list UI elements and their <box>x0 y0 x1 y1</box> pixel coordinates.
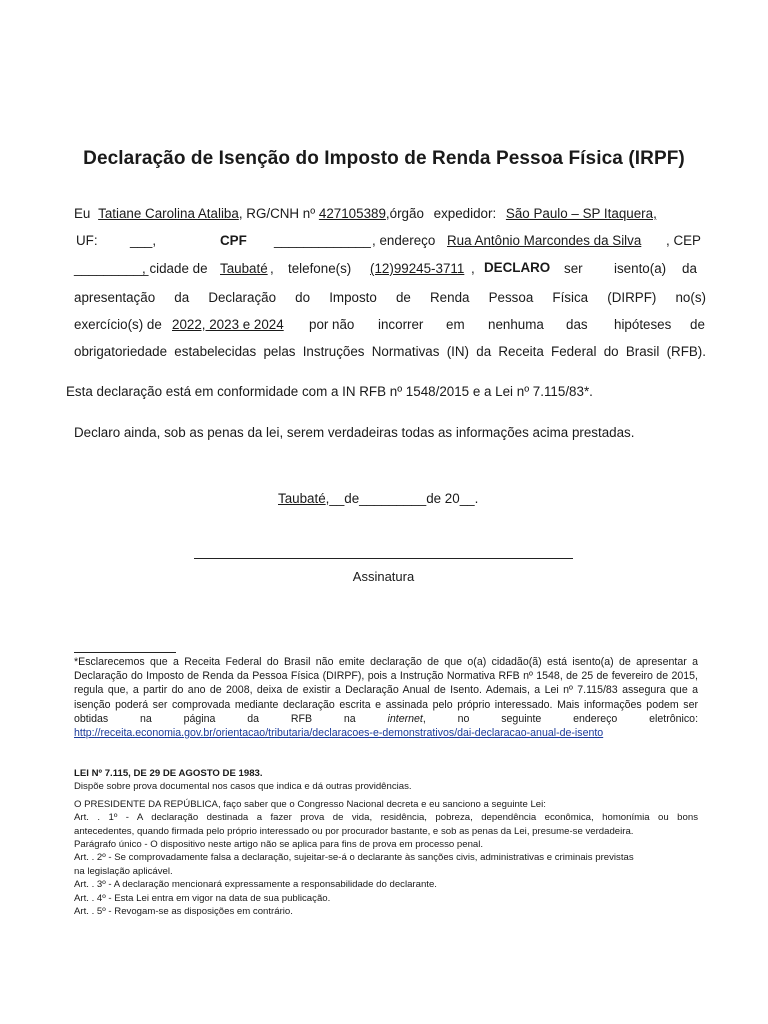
text-uf: UF: <box>76 233 98 248</box>
field-city: Taubaté <box>220 261 268 276</box>
conformity-statement: Esta declaração está em conformidade com a IN RFB nº 1548/2015 e a Lei nº 7.115/83*. <box>66 384 593 399</box>
law-preamble: O PRESIDENTE DA REPÚBLICA, faço saber que o Congresso Nacional decreta e eu sanciono a seguinte Lei: <box>74 798 546 810</box>
text-comma: , <box>270 261 274 276</box>
text-cidade: , cidade de <box>142 261 208 276</box>
text-em: em <box>446 317 465 332</box>
text-orgao: ,órgão <box>385 206 424 221</box>
law-paragraph: Parágrafo único - O dispositivo neste artigo não se aplica para fins de prova em processo penal. <box>74 839 484 851</box>
law-art1-line1: Art. . 1º - A declaração destinada a fazer prova de vida, residência, pobreza, dependência econômica, homonímia ou bons <box>74 812 698 824</box>
text-ser: ser <box>564 261 583 276</box>
signature-label: Assinatura <box>352 569 415 584</box>
field-orgao: São Paulo – SP Itaquera, <box>505 206 657 221</box>
footnote-text: *Esclarecemos que a Receita Federal do Brasil não emite declaração de que o(a) cidadão(ã) está isento(a) de apresentar a Declaração do Imposto de Renda da Pessoa Física (DIRPF), pois a Instrução Normativa RFB nº 1548, de 25 de fevereiro de 2015, regula que, a partir do ano de 2008, deixa de existir a Declaração Anual de Isento. Ademais, a Lei nº 7.115/83 assegura que a isenção poderá ser comprovada mediante declaração escrita e assinada pelo próprio interessado. Mais informações podem ser obtidas na página da RFB na <box>74 656 698 725</box>
text-declaro: DECLARO <box>484 260 551 275</box>
text-isento: isento(a) <box>614 261 667 276</box>
body-line-2 <box>74 231 706 251</box>
text-das: das <box>566 317 588 332</box>
field-uf: ___, <box>130 233 157 248</box>
field-phone: (12)99245-3711 <box>370 261 465 276</box>
text-da: da <box>682 261 697 276</box>
body-line-6: obrigatoriedade estabelecidas pelas Instruções Normativas (IN) da Receita Federal do Brasil (RFB). <box>74 344 706 359</box>
text-nenhuma: nenhuma <box>488 317 544 332</box>
text-endereco: , endereço <box>372 233 436 248</box>
law-art2-line2: na legislação aplicável. <box>74 865 173 877</box>
declaration-statement: Declaro ainda, sob as penas da lei, serem verdadeiras todas as informações acima prestadas. <box>74 425 635 440</box>
body-line-4: apresentação da Declaração do Imposto de Renda Pessoa Física (DIRPF) no(s) <box>74 290 706 305</box>
field-cpf: _____________ <box>274 233 371 248</box>
signature-line <box>194 558 573 559</box>
footnote-link[interactable]: http://receita.economia.gov.br/orientacao/tributaria/declaracoes-e-demonstrativos/dai-declaracao-anual-de-isento <box>74 727 604 740</box>
law-art3: Art. . 3º - A declaração mencionará expressamente a responsabilidade do declarante. <box>74 879 437 891</box>
text-incorrer: incorrer <box>378 317 424 332</box>
document-title: Declaração de Isenção do Imposto de Renda Pessoa Física (IRPF) <box>83 148 685 169</box>
field-cep: __________ <box>74 261 149 276</box>
date-blanks: ,__de_________de 20__. <box>325 491 479 506</box>
law-art2-line1: Art. . 2º - Se comprovadamente falsa a declaração, sujeitar-se-á o declarante às sanções civis, administrativas e criminais previstas <box>74 852 634 864</box>
date-line <box>278 489 478 509</box>
law-text <box>74 767 698 918</box>
body-line-3 <box>74 259 706 279</box>
text-cep: , CEP <box>666 233 701 248</box>
law-art1-line2: antecedentes, quando firmada pelo próprio interessado ou por procurador bastante, e sob as penas da Lei, presume-se verdadeira. <box>74 825 634 837</box>
text-rg-label: , RG/CNH nº <box>238 206 316 221</box>
law-art5: Art. . 5º - Revogam-se as disposições em contrário. <box>74 906 293 918</box>
text-exercicio: exercício(s) de <box>74 317 162 332</box>
field-years: 2022, 2023 e 2024 <box>172 317 284 332</box>
text-telefone: telefone(s) <box>288 261 352 276</box>
footnote-tail: , no seguinte endereço eletrônico: <box>422 712 699 725</box>
text-nao: não <box>332 317 355 332</box>
text-de: de <box>690 317 705 332</box>
text-comma-2: , <box>471 261 475 276</box>
footnote-internet: internet <box>387 712 423 725</box>
field-address: Rua Antônio Marcondes da Silva <box>447 233 642 248</box>
body-line-5 <box>74 315 706 335</box>
law-heading: LEI Nº 7.115, DE 29 DE AGOSTO DE 1983. <box>74 768 263 779</box>
law-art4: Art. . 4º - Esta Lei entra em vigor na data de sua publicação. <box>74 892 331 904</box>
text-expedidor: expedidor: <box>433 206 497 221</box>
field-name: Tatiane Carolina Ataliba <box>98 206 239 221</box>
footnote <box>74 655 698 740</box>
law-summary: Dispõe sobre prova documental nos casos que indica e dá outras providências. <box>74 781 412 793</box>
footnote-divider <box>74 652 176 653</box>
body-line-1 <box>74 204 706 224</box>
date-city: Taubaté <box>278 491 326 506</box>
text-eu: Eu <box>74 206 91 221</box>
text-por: por <box>309 317 329 332</box>
field-rg: 427105389 <box>318 206 386 221</box>
text-cpf: CPF <box>220 233 247 248</box>
text-hipoteses: hipóteses <box>614 317 672 332</box>
